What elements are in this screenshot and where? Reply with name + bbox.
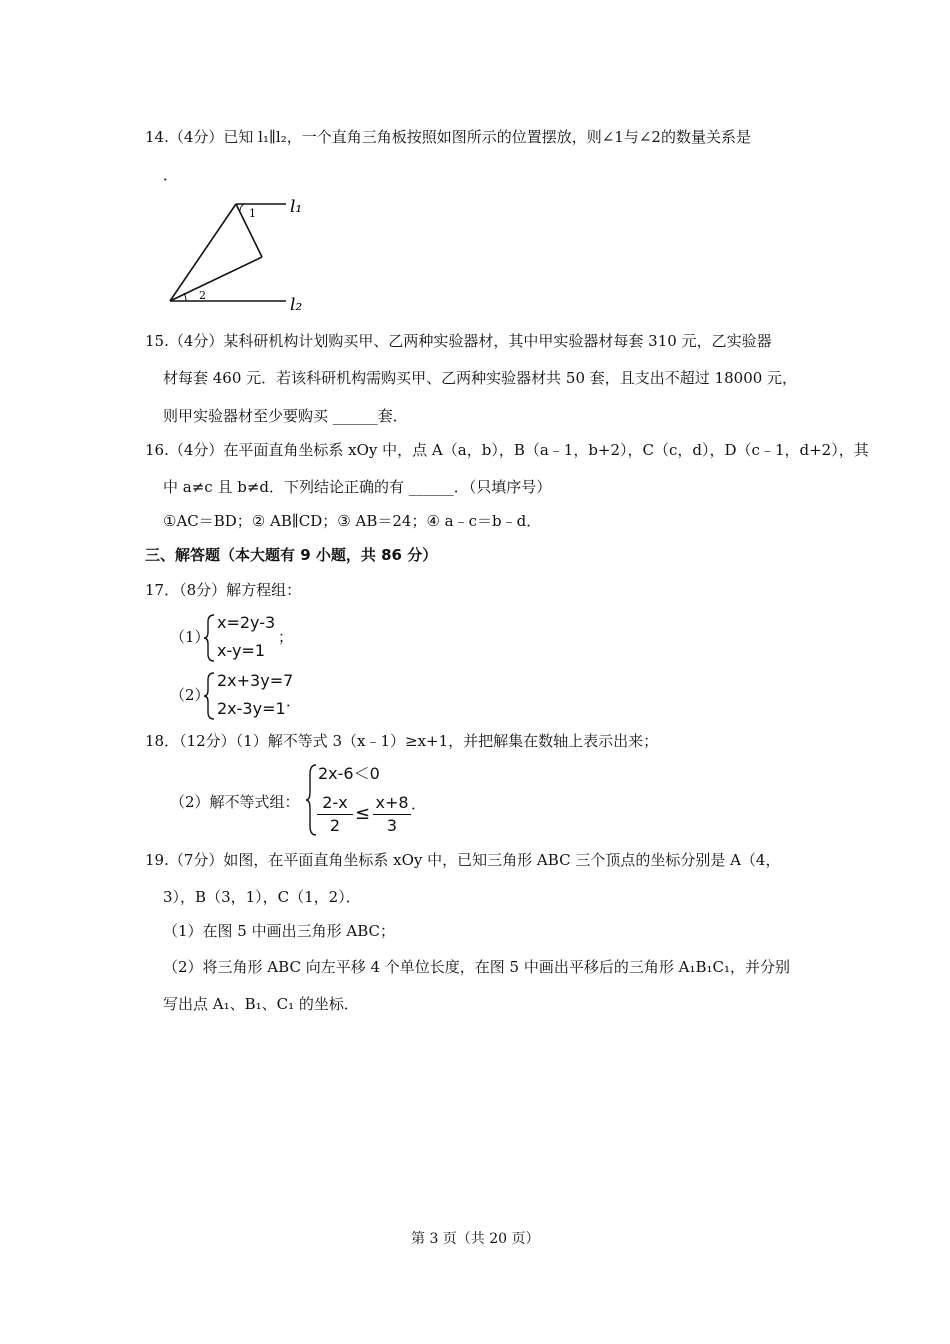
- q14-cont: ．: [163, 166, 179, 184]
- q19-line3: （1）在图 5 中画出三角形 ABC；: [163, 922, 396, 940]
- brace-icon: [203, 614, 215, 662]
- q17-p1-eq1: x=2y-3: [217, 613, 276, 632]
- q18-ineq1: 2x-6＜0: [318, 764, 380, 783]
- q19-line2: 3），B（3，1），C（1，2）．: [163, 888, 361, 906]
- section-title: 三、解答题（本大题有 9 小题，共 86 分）: [145, 546, 438, 564]
- q18-frac1-den: 2: [329, 816, 341, 835]
- q19-line4: （2）将三角形 ABC 向左平移 4 个单位长度，在图 5 中画出平移后的三角形 A₁B₁C₁，并分别: [163, 958, 790, 976]
- page-footer: 第 3 页（共 20 页）: [411, 1231, 540, 1247]
- q15-line2: 材每套 460 元．若该科研机构需购买甲、乙两种实验器材共 50 套，且支出不超过 18000 元，: [163, 369, 798, 387]
- q18-frac1: [317, 794, 353, 835]
- triangle-side-3: [170, 257, 262, 301]
- q18-rel: ≤: [355, 803, 371, 824]
- q18-frac1-num: 2-x: [322, 793, 348, 812]
- q17-p2-eq2: 2x-3y=1: [217, 699, 286, 718]
- q16-line2: 中 a≠c 且 b≠d．下列结论正确的有 ______．（只填序号）: [163, 478, 552, 496]
- q18-end: ．: [411, 795, 427, 813]
- q14-text: 14.（4分）已知 l₁∥l₂，一个直角三角板按照如图所示的位置摆放，则∠1与∠2的数量关系是: [145, 128, 751, 146]
- q18-frac2-den: 3: [386, 816, 398, 835]
- brace-icon: [203, 672, 215, 720]
- q14-figure: [160, 190, 320, 320]
- triangle-side-1: [170, 204, 236, 301]
- q17-p1-eq2: x-y=1: [217, 641, 266, 660]
- q19-line1: 19.（7分）如图，在平面直角坐标系 xOy 中，已知三角形 ABC 三个顶点的坐标分别是 A（4，: [145, 851, 781, 869]
- q17-p2-end: ．: [286, 692, 302, 710]
- q18-frac2-num: x+8: [375, 793, 409, 812]
- q18-system: [170, 762, 430, 838]
- label-l2: l₂: [290, 295, 303, 315]
- q15-line1: 15.（4分）某科研机构计划购买甲、乙两种实验器材，其中甲实验器材每套 310 元，乙实验器: [145, 332, 772, 350]
- angle-2-label: 2: [199, 289, 206, 302]
- q18-line1: 18．（12分）（1）解不等式 3（x﹣1）≥x+1，并把解集在数轴上表示出来；: [145, 732, 659, 750]
- q18-frac2: [373, 794, 411, 835]
- q19-line5: 写出点 A₁、B₁、C₁ 的坐标．: [163, 995, 359, 1013]
- q15-line3: 则甲实验器材至少要购买 ______套．: [163, 407, 408, 425]
- q16-line1: 16.（4分）在平面直角坐标系 xOy 中，点 A（a，b），B（a﹣1，b+2），C（c，d），D（c﹣1，d+2），其: [145, 441, 869, 459]
- q17-system-1: [170, 612, 330, 664]
- q17-p2-eq1: 2x+3y=7: [217, 671, 294, 690]
- q17-p1-end: ；: [278, 628, 294, 646]
- angle-1-arc: [240, 204, 244, 211]
- q17-p1-label: （1）: [170, 628, 210, 646]
- brace-icon: [305, 764, 317, 836]
- q17-title: 17．（8分）解方程组：: [145, 581, 302, 599]
- q18-p2-label: （2）解不等式组：: [170, 793, 300, 811]
- q17-system-2: [170, 670, 330, 722]
- q16-line3: ①AC＝BD；② AB∥CD；③ AB＝24；④ a﹣c＝b﹣d．: [163, 512, 542, 530]
- label-l1: l₁: [290, 197, 303, 217]
- q17-p2-label: （2）: [170, 686, 210, 704]
- angle-1-label: 1: [249, 207, 256, 220]
